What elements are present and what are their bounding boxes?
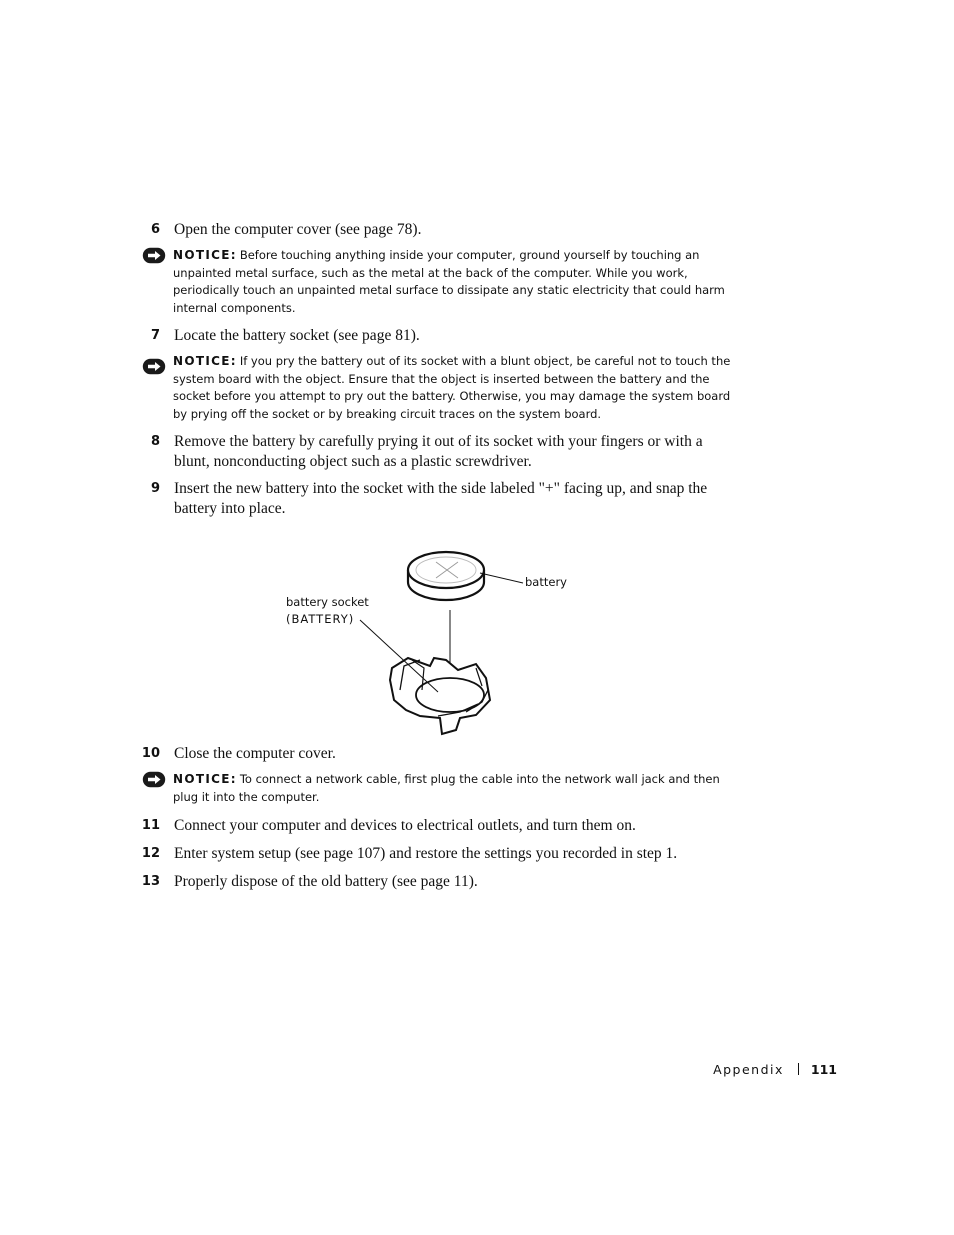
socket-label-line2: (BATTERY)	[286, 611, 355, 626]
step-number: 9	[150, 481, 160, 496]
page-number: 111	[810, 1062, 837, 1077]
step-text: Locate the battery socket (see page 81).	[174, 327, 420, 344]
step-text: Close the computer cover.	[174, 745, 336, 762]
battery-socket-illustration-part	[390, 658, 490, 734]
step-number: 6	[150, 222, 160, 237]
notice-label: NOTICE:	[173, 248, 237, 262]
step-number: 8	[150, 434, 160, 449]
step-number: 7	[150, 328, 160, 343]
notice-text	[173, 247, 733, 317]
footer-section-name: Appendix	[713, 1062, 784, 1077]
step-text: Connect your computer and devices to electrical outlets, and turn them on.	[174, 817, 636, 834]
notice-arrow-icon	[142, 358, 166, 375]
notice-body: To connect a network cable, first plug the cable into the network wall jack and then plug it into the computer.	[173, 772, 720, 804]
step-text: Open the computer cover (see page 78).	[174, 221, 422, 238]
notice-arrow-icon	[142, 247, 166, 264]
battery-socket-illustration	[280, 540, 540, 740]
notice-label: NOTICE:	[173, 772, 237, 786]
notice-arrow-icon	[142, 771, 166, 788]
notice-text	[173, 353, 733, 423]
battery-illustration	[408, 552, 484, 600]
page-footer	[713, 1062, 837, 1077]
notice-text	[173, 771, 733, 806]
step-number: 11	[141, 818, 160, 833]
step-text: Enter system setup (see page 107) and restore the settings you recorded in step 1.	[174, 845, 678, 862]
step-number: 13	[141, 874, 160, 889]
step-number: 10	[141, 746, 160, 761]
battery-figure	[280, 540, 567, 740]
socket-label	[286, 594, 369, 627]
notice-body: If you pry the battery out of its socket with a blunt object, be careful not to touch the system board with the object. Ensure that the object is inserted between the battery and the socket before you attempt to pry out the battery. Otherwise, you may damage the system board by prying off the socket or by breaking circuit traces on the system board.	[173, 354, 731, 421]
notice-label: NOTICE:	[173, 354, 237, 368]
step-number: 12	[141, 846, 160, 861]
notice-body: Before touching anything inside your computer, ground yourself by touching an unpainted metal surface, such as the metal at the back of the computer. While you work, periodically touch an unpainted metal surface to dissipate any static electricity that could harm internal components.	[173, 248, 725, 315]
socket-label-line1: battery socket	[286, 595, 369, 609]
footer-divider	[798, 1063, 799, 1075]
step-text: Properly dispose of the old battery (see page 11).	[174, 873, 478, 890]
battery-label: battery	[525, 575, 567, 589]
step-text: Remove the battery by carefully prying it out of its socket with your fingers or with a blunt, nonconducting object such as a plastic screwdriver.	[174, 433, 703, 470]
step-text: Insert the new battery into the socket with the side labeled "+" facing up, and snap the battery into place.	[174, 480, 708, 517]
